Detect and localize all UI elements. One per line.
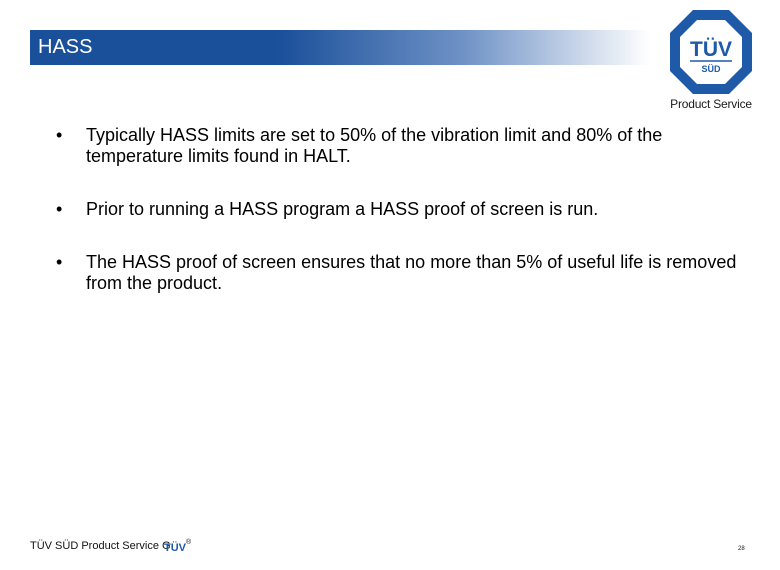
bullet-symbol: •	[56, 125, 63, 145]
bullet-symbol: •	[56, 252, 63, 272]
logo-caption: Product Service	[670, 97, 752, 111]
footer-tuv-mark-icon	[164, 536, 194, 554]
page-number: 28	[738, 546, 745, 552]
footer-mark-text: TÜV	[164, 542, 186, 554]
bullet-list	[56, 125, 756, 326]
slide-title: HASS	[38, 36, 93, 58]
bullet-text: Prior to running a HASS program a HASS proof of screen is run.	[86, 199, 599, 219]
bullet-symbol: •	[56, 199, 63, 219]
logo-subtext: SÜD	[701, 64, 721, 74]
bullet-item	[56, 125, 756, 167]
tuv-sud-logo	[668, 8, 754, 116]
logo-text: TÜV	[690, 38, 732, 61]
bullet-text: Typically HASS limits are set to 50% of the vibration limit and 80% of the temperature limits found in HALT.	[86, 125, 663, 166]
bullet-text: The HASS proof of screen ensures that no more than 5% of useful life is removed from the product.	[86, 252, 737, 293]
bullet-item	[56, 252, 756, 294]
bullet-item	[56, 199, 756, 220]
footer-mark-symbol: ®	[186, 539, 192, 546]
tuv-octagon-icon	[668, 8, 754, 96]
footer-text: TÜV SÜD Product Service G	[30, 540, 171, 552]
title-bar	[30, 30, 650, 65]
